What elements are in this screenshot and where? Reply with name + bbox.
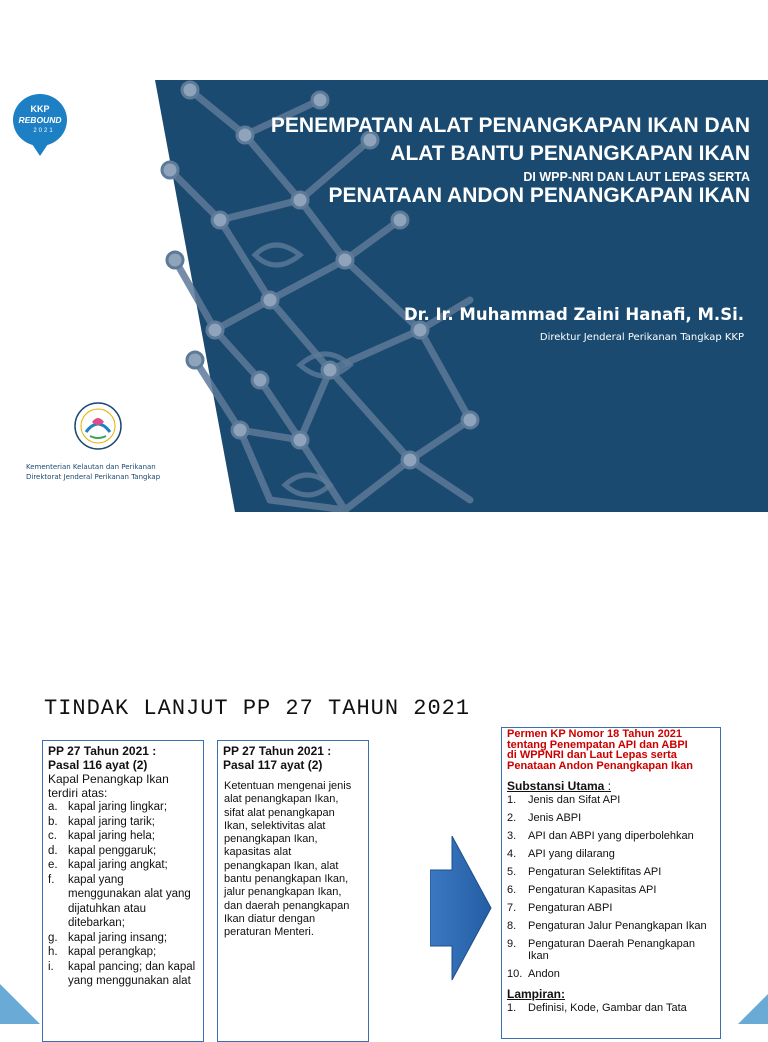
box1-intro-line-1: Kapal Penangkap Ikan xyxy=(48,772,169,786)
logo-text-kkp: KKP xyxy=(30,104,50,114)
slide2-title: TINDAK LANJUT PP 27 TAHUN 2021 xyxy=(44,696,471,721)
title-slide xyxy=(0,80,768,512)
box1-ship-list xyxy=(43,800,203,989)
right-arrow-icon xyxy=(430,836,492,986)
box2-heading-line-1: PP 27 Tahun 2021 : xyxy=(223,744,332,758)
title-line-2: ALAT BANTU PENANGKAPAN IKAN xyxy=(390,142,750,165)
list-item: e. kapal jaring angkat; xyxy=(48,859,168,871)
list-item: 7. Pengaturan ABPI xyxy=(507,902,613,914)
list-item: 1. Definisi, Kode, Gambar dan Tata xyxy=(507,1001,687,1014)
permen-kp-box xyxy=(501,727,721,1039)
list-item: a. kapal jaring lingkar; xyxy=(48,801,168,813)
list-item: 4. API yang dilarang xyxy=(507,848,615,860)
list-item: 2. Jenis ABPI xyxy=(507,812,582,824)
ministry-emblem-logo xyxy=(72,400,124,452)
box2-heading-line-2: Pasal 117 ayat (2) xyxy=(223,758,323,772)
title-line-4: PENATAAN ANDON PENANGKAPAN IKAN xyxy=(328,184,750,207)
title-line-3: DI WPP-NRI DAN LAUT LEPAS SERTA xyxy=(523,170,750,184)
permen-line-2: tentang Penempatan API dan ABPI xyxy=(507,738,688,751)
permen-title xyxy=(502,728,720,771)
list-item: 10. Andon xyxy=(507,967,560,980)
list-item: d. kapal penggaruk; xyxy=(48,844,157,857)
list-item: b. kapal jaring tarik; xyxy=(48,815,155,828)
substansi-list xyxy=(502,795,720,980)
pp-pasal-116-box xyxy=(42,740,204,1042)
left-corner-decoration xyxy=(0,984,40,1024)
author-role: Direktur Jenderal Perikanan Tangkap KKP xyxy=(539,332,744,343)
substansi-heading: Substansi Utama : xyxy=(507,779,612,793)
box1-intro-line-2: terdiri atas: xyxy=(48,786,108,800)
list-item: 9. Pengaturan Daerah Penangkapan Ikan xyxy=(507,938,695,962)
ministry-line-2: Direktorat Jenderal Perikanan Tangkap xyxy=(26,473,161,481)
logo-text-rebound: REBOUND xyxy=(18,115,62,125)
list-item: 6. Pengaturan Kapasitas API xyxy=(507,884,657,896)
list-item: 3. API dan ABPI yang diperbolehkan xyxy=(507,830,694,842)
lampiran-heading: Lampiran: xyxy=(507,986,566,1001)
list-item: h. kapal perangkap; xyxy=(48,946,157,958)
list-item: c. kapal jaring hela; xyxy=(48,830,155,842)
pp-pasal-117-box xyxy=(217,740,369,1042)
list-item: g. kapal jaring insang; xyxy=(48,931,168,944)
author-name: Dr. Ir. Muhammad Zaini Hanafi, M.Si. xyxy=(403,305,744,324)
box2-body: Ketentuan mengenai jenis alat penangkapan Ikan, sifat alat penangkapan Ikan, selektivitas alat penangkapan Ikan, kapasitas alat penangkapan Ikan, alat bantu penangkapan Ikan, jalur penangkapan Ikan, dan daerah penangkapan Ikan diatur dengan peraturan Menteri. xyxy=(224,780,352,939)
list-item: 1. Jenis dan Sifat API xyxy=(507,794,621,806)
permen-line-1: Permen KP Nomor 18 Tahun 2021 xyxy=(507,728,683,740)
ministry-line-1: Kementerian Kelautan dan Perikanan xyxy=(26,463,156,471)
list-item: i. kapal pancing; dan kapal yang menggunakan alat xyxy=(48,960,196,987)
list-item: f. kapal yang menggunakan alat yang dijatuhkan atau ditebarkan; xyxy=(48,873,191,929)
lampiran-list xyxy=(502,1003,720,1015)
logo-text-year: 2021 xyxy=(33,128,55,134)
kkp-rebound-logo xyxy=(12,92,68,158)
list-item: 5. Pengaturan Selektifitas API xyxy=(507,866,662,878)
box1-heading-line-2: Pasal 116 ayat (2) xyxy=(48,758,148,772)
box1-heading-line-1: PP 27 Tahun 2021 : xyxy=(48,744,157,758)
right-corner-decoration xyxy=(738,994,768,1024)
title-line-1: PENEMPATAN ALAT PENANGKAPAN IKAN DAN xyxy=(270,114,750,137)
permen-line-4: Penataan Andon Penangkapan Ikan xyxy=(507,759,694,772)
permen-line-3: di WPPNRI dan Laut Lepas serta xyxy=(507,749,677,761)
ministry-text xyxy=(26,462,160,482)
list-item: 8. Pengaturan Jalur Penangkapan Ikan xyxy=(507,920,707,932)
